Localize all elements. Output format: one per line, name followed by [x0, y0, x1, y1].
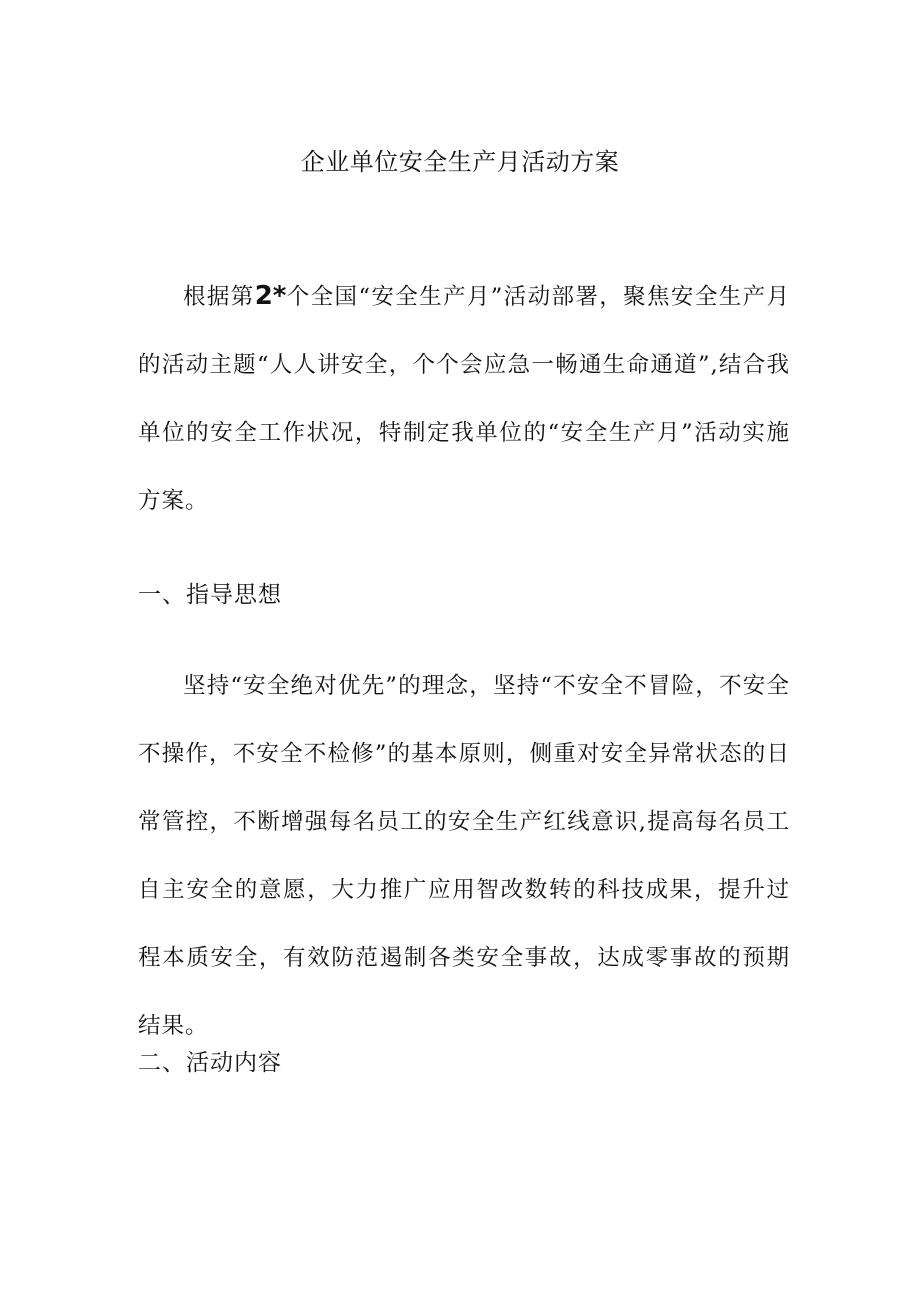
- section-heading-activity-content: 二、活动内容: [138, 1050, 282, 1076]
- section-body-guiding-ideology: 坚持“安全绝对优先”的理念，坚持“不安全不冒险，不安全不操作，不安全不检修”的基本原则，侧重对安全异常状态的日常管控，不断增强每名员工的安全生产红线意识,提高每名员工自主安全的意愿，大力推广应用智改数转的科技成果，提升过程本质安全，有效防范遏制各类安全事故，达成零事故的预期结果。: [138, 673, 790, 1039]
- intro-text-before-number: 根据第: [183, 284, 255, 310]
- intro-edition-number: 2*: [254, 281, 287, 311]
- intro-paragraph: [138, 262, 790, 535]
- document-title: 企业单位安全生产月活动方案: [300, 148, 620, 176]
- section-heading-guiding-ideology: 一、指导思想: [138, 582, 282, 608]
- intro-text-after-number: 个全国“安全生产月”活动部署，聚焦安全生产月的活动主题“人人讲安全，个个会应急一畅通生命通道”,结合我单位的安全工作状况，特制定我单位的“安全生产月”活动实施方案。: [138, 284, 790, 514]
